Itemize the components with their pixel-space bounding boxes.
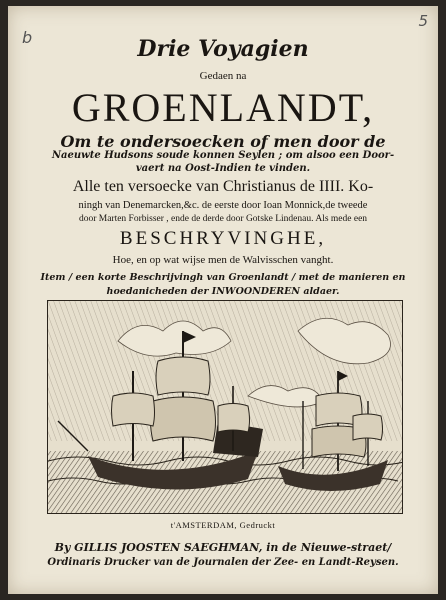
title-line-6: vaert na Oost-Indien te vinden. — [135, 163, 311, 174]
ships-illustration — [47, 300, 403, 514]
title-line-9: door Marten Forbisser , ende de derde door Gotske Lindenau. Als mede een — [78, 214, 368, 224]
title-line-1: Drie Voyagien — [137, 36, 309, 62]
title-line-13: hoedanicheden der INWOONDEREN aldaer. — [106, 286, 340, 297]
title-line-2: Gedaen na — [199, 70, 247, 82]
title-line-4: Om te ondersoecken of men door de — [60, 132, 386, 151]
title-line-8: ningh van Denemarcken,&c. de eerste door Ioan Monnick,de tweede — [78, 200, 368, 211]
imprint-place: t'AMSTERDAM, Gedruckt — [170, 520, 276, 530]
imprint-printer-role: Ordinaris Drucker van de Journalen der Zee- en Landt-Reysen. — [47, 557, 399, 568]
title-line-7: Alle ten versoecke van Christianus de IIII. Ko- — [72, 178, 374, 195]
title-line-11: Hoe, en op wat wijse men de Walvisschen vanght. — [112, 254, 334, 266]
title-beschryvinghe: BESCHRYVINGHE, — [119, 228, 327, 249]
title-line-12: Item / een korte Beschrijvingh van Groenlandt / met de manieren en — [40, 272, 406, 283]
title-line-5: Naeuwte Hudsons soude konnen Seylen ; om alsoo een Door- — [51, 150, 395, 161]
imprint-printer: By GILLIS JOOSTEN SAEGHMAN, in de Nieuwe-straet/ — [54, 541, 392, 554]
pencil-annotation-right: 5 — [418, 12, 428, 30]
title-main: GROENLANDT, — [71, 85, 375, 130]
pencil-annotation-left: b — [22, 28, 33, 47]
